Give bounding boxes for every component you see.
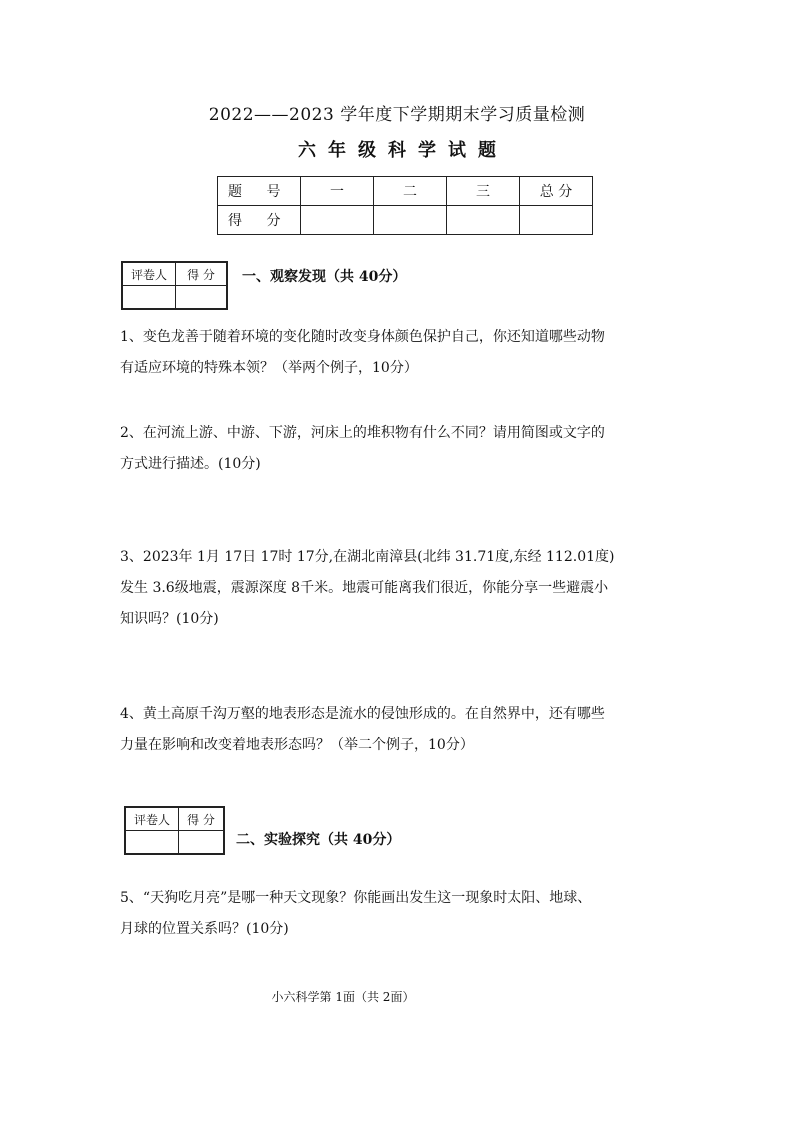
question-3-line-1: 3、2023年 1月 17日 17时 17分,在湖北南漳县(北纬 31.71度,东经 112.01度) bbox=[120, 549, 615, 565]
score-table bbox=[217, 176, 593, 235]
question-4-line-1: 4、黄土高原千沟万壑的地表形态是流水的侵蚀形成的。在自然界中，还有哪些 bbox=[120, 706, 605, 722]
question-1 bbox=[120, 322, 680, 384]
question-2 bbox=[120, 418, 680, 480]
question-2-line-1: 2、在河流上游、中游、下游，河床上的堆积物有什么不同？请用简图或文字的 bbox=[120, 425, 605, 441]
grader-score-label: 得 分 bbox=[179, 807, 225, 831]
question-1-line-2: 有适应环境的特殊本领？（举两个例子，10分） bbox=[120, 360, 418, 376]
exam-title: 2022——2023 学年度下学期期末学习质量检测 bbox=[208, 105, 586, 125]
score-table-score-row bbox=[218, 206, 593, 235]
section-2-title: 二、实验探究（共 40分） bbox=[236, 832, 401, 848]
question-4-line-2: 力量在影响和改变着地表形态吗？（举二个例子，10分） bbox=[120, 737, 474, 753]
grader-score-cell bbox=[176, 286, 228, 310]
question-3 bbox=[120, 542, 680, 635]
question-3-line-2: 发生 3.6级地震，震源深度 8千米。地震可能离我们很近，你能分享一些避震小 bbox=[120, 580, 609, 596]
question-1-line-1: 1、变色龙善于随着环境的变化随时改变身体颜色保护自己，你还知道哪些动物 bbox=[120, 329, 605, 345]
page-footer: 小六科学第 1面（共 2面） bbox=[271, 990, 415, 1004]
score-table-label-question-number: 题 号 bbox=[218, 177, 301, 206]
section-1-title: 一、观察发现（共 40分） bbox=[242, 269, 407, 285]
question-5-line-2: 月球的位置关系吗？(10分) bbox=[120, 921, 289, 937]
question-4 bbox=[120, 699, 680, 761]
score-table-col-1: 一 bbox=[301, 177, 374, 206]
question-2-line-2: 方式进行描述。(10分) bbox=[120, 456, 261, 472]
score-cell-2 bbox=[374, 206, 447, 235]
grader-label: 评卷人 bbox=[125, 807, 179, 831]
grader-box-section-1 bbox=[121, 261, 228, 310]
score-table-col-3: 三 bbox=[447, 177, 520, 206]
question-3-line-3: 知识吗？(10分) bbox=[120, 611, 219, 627]
score-cell-total bbox=[520, 206, 593, 235]
question-5 bbox=[120, 883, 680, 945]
grader-name-cell bbox=[122, 286, 176, 310]
score-table-col-total: 总 分 bbox=[520, 177, 593, 206]
score-table-col-2: 二 bbox=[374, 177, 447, 206]
grader-score-label: 得 分 bbox=[176, 262, 228, 286]
score-table-header-row bbox=[218, 177, 593, 206]
score-table-label-score: 得 分 bbox=[218, 206, 301, 235]
grader-box-section-2 bbox=[124, 806, 225, 855]
exam-subtitle: 六年级科学试题 bbox=[298, 140, 508, 161]
question-5-line-1: 5、“天狗吃月亮”是哪一种天文现象？你能画出发生这一现象时太阳、地球、 bbox=[120, 890, 592, 906]
score-cell-3 bbox=[447, 206, 520, 235]
grader-name-cell bbox=[125, 831, 179, 855]
grader-label: 评卷人 bbox=[122, 262, 176, 286]
grader-score-cell bbox=[179, 831, 225, 855]
score-cell-1 bbox=[301, 206, 374, 235]
